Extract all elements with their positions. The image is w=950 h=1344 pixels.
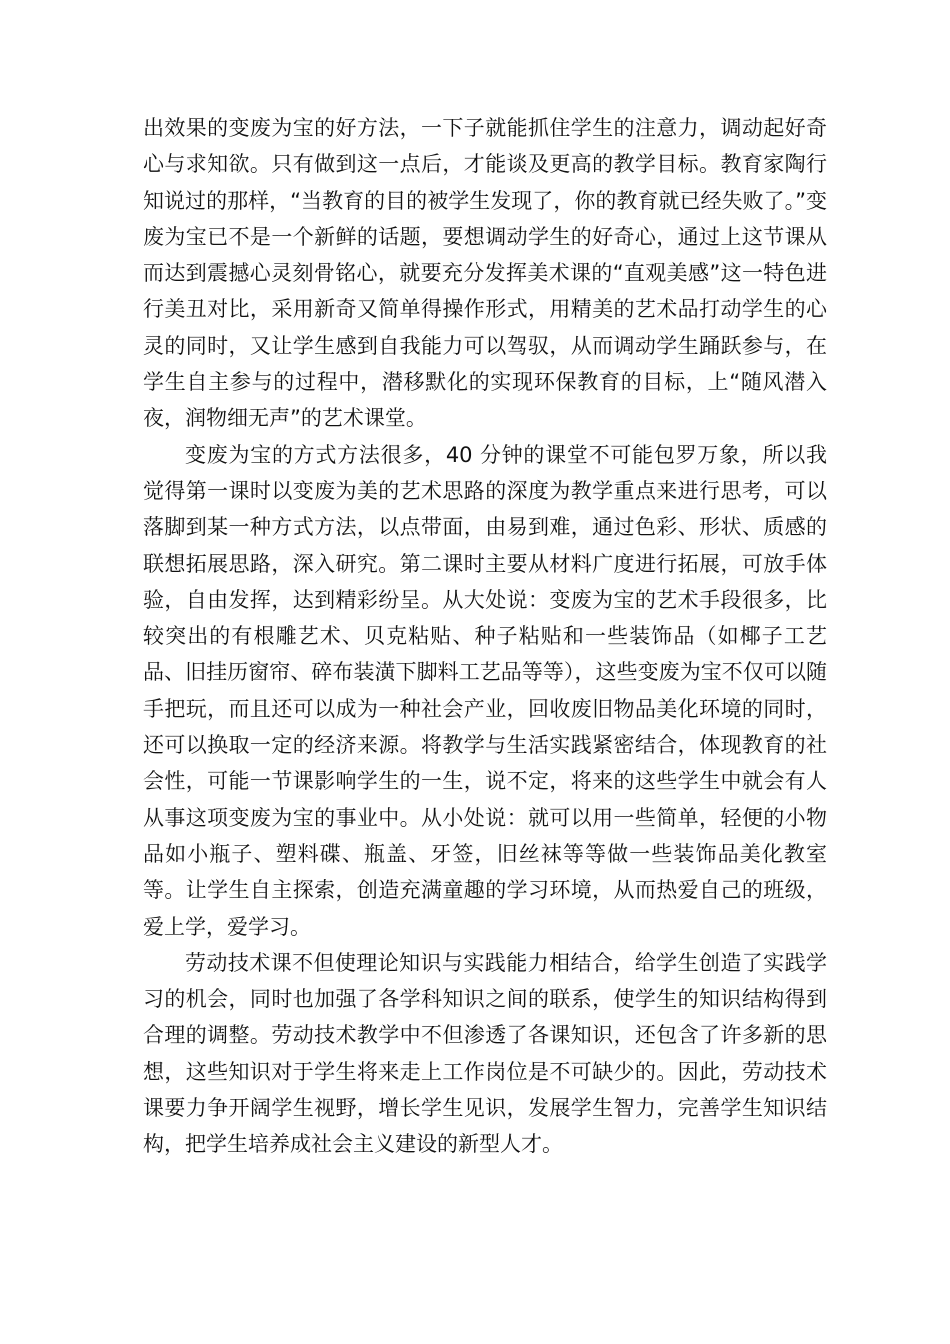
paragraph-3: 劳动技术课不但使理论知识与实践能力相结合，给学生创造了实践学习的机会，同时也加强了各学科知识之间的联系，使学生的知识结构得到合理的调整。劳动技术教学中不但渗透了各课知识，还包含了许多新的思想，这些知识对于学生将来走上工作岗位是不可缺少的。因此，劳动技术课要力争开阔学生视野，增长学生见识，发展学生智力，完善学生知识结构，把学生培养成社会主义建设的新型人才。 (143, 950, 827, 1157)
paragraph-1: 出效果的变废为宝的好方法，一下子就能抓住学生的注意力，调动起好奇心与求知欲。只有做到这一点后，才能谈及更高的教学目标。教育家陶行知说过的那样，“当教育的目的被学生发现了，你的教育就已经失败了。”变废为宝已不是一个新鲜的话题，要想调动学生的好奇心，通过上这节课从而达到震撼心灵刻骨铭心，就要充分发挥美术课的“直观美感”这一特色进行美丑对比，采用新奇又简单得操作形式，用精美的艺术品打动学生的心灵的同时，又让学生感到自我能力可以驾驭，从而调动学生踊跃参与，在学生自主参与的过程中，潜移默化的实现环保教育的目标，上“随风潜入夜，润物细无声”的艺术课堂。 (143, 116, 827, 431)
document-page (143, 110, 827, 1163)
paragraph-2: 变废为宝的方式方法很多，40 分钟的课堂不可能包罗万象，所以我觉得第一课时以变废为美的艺术思路的深度为教学重点来进行思考，可以落脚到某一种方式方法，以点带面，由易到难，通过色彩、形状、质感的联想拓展思路，深入研究。第二课时主要从材料广度进行拓展，可放手体验，自由发挥，达到精彩纷呈。从大处说：变废为宝的艺术手段很多，比较突出的有根雕艺术、贝克粘贴、种子粘贴和一些装饰品（如椰子工艺品、旧挂历窗帘、碎布装潢下脚料工艺品等等），这些变废为宝不仅可以随手把玩，而且还可以成为一种社会产业，回收废旧物品美化环境的同时，还可以换取一定的经济来源。将教学与生活实践紧密结合，体现教育的社会性，可能一节课影响学生的一生，说不定，将来的这些学生中就会有人从事这项变废为宝的事业中。从小处说：就可以用一些简单，轻便的小物品如小瓶子、塑料碟、瓶盖、牙签，旧丝袜等等做一些装饰品美化教室等。让学生自主探索，创造充满童趣的学习环境，从而热爱自己的班级，爱上学，爱学习。 (143, 442, 827, 939)
